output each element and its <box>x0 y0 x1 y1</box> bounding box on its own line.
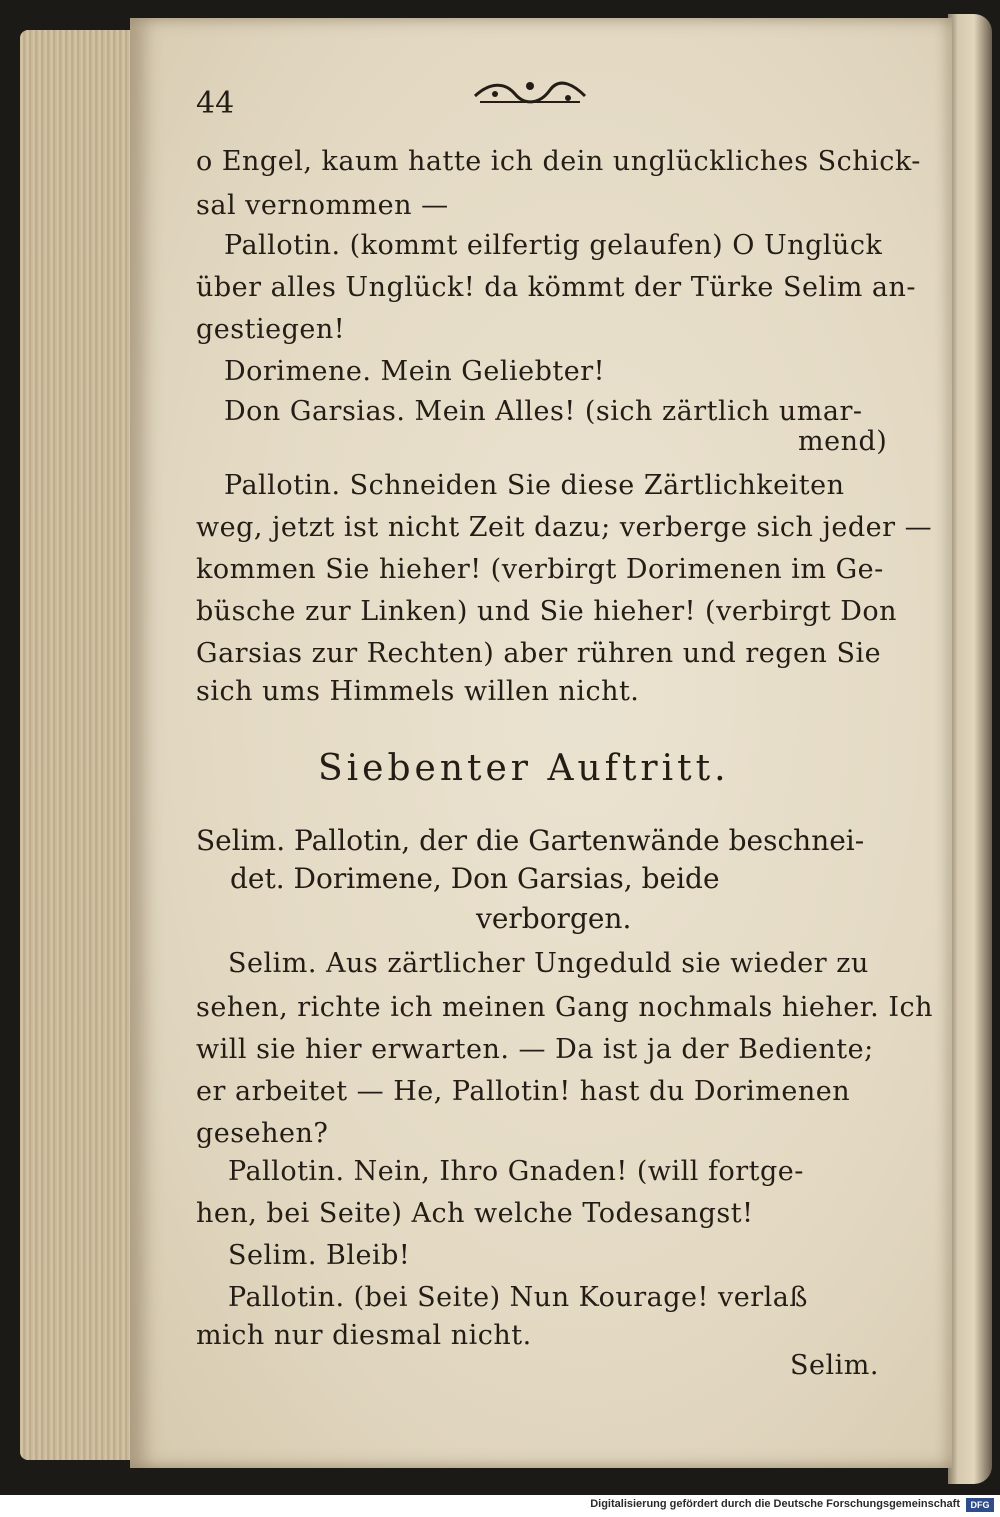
text-line: über alles Unglück! da kömmt der Türke Selim an- <box>196 272 917 303</box>
text-line: Don Garsias. Mein Alles! (sich zärtlich umar- <box>224 396 863 427</box>
text-line: Selim. Aus zärtlicher Ungeduld sie wieder zu <box>228 948 869 979</box>
page-number: 44 <box>196 86 235 121</box>
text-line: will sie hier erwarten. — Da ist ja der Bediente; <box>196 1034 874 1065</box>
text-line: büsche zur Linken) und Sie hieher! (verbirgt Don <box>196 596 898 627</box>
text-line: sehen, richte ich meinen Gang nochmals hieher. Ich <box>196 992 934 1023</box>
footer-bar <box>0 1495 1000 1517</box>
book-edge-left <box>20 30 140 1460</box>
text-line: sich ums Himmels willen nicht. <box>196 676 640 707</box>
text-line: Selim. Bleib! <box>228 1240 411 1271</box>
scene-heading: Siebenter Auftritt. <box>318 748 730 789</box>
text-line: weg, jetzt ist nicht Zeit dazu; verberge sich jeder — <box>196 512 933 543</box>
book-edge-right <box>948 14 992 1484</box>
catchword: Selim. <box>790 1350 879 1381</box>
text-line: Pallotin. Nein, Ihro Gnaden! (will fortge- <box>228 1156 804 1187</box>
text-line: Pallotin. (kommt eilfertig gelaufen) O Unglück <box>224 230 883 261</box>
dfg-logo-icon: DFG <box>966 1498 994 1512</box>
text-line: Garsias zur Rechten) aber rühren und regen Sie <box>196 638 882 669</box>
text-line: o Engel, kaum hatte ich dein unglückliches Schick- <box>196 146 921 177</box>
text-line: sal vernommen — <box>196 190 449 221</box>
text-line: Pallotin. Schneiden Sie diese Zärtlichkeiten <box>224 470 845 501</box>
text-line: gestiegen! <box>196 314 346 345</box>
text-line: Pallotin. (bei Seite) Nun Kourage! verlaß <box>228 1282 808 1313</box>
text-line: mend) <box>798 426 888 457</box>
funding-notice: Digitalisierung gefördert durch die Deutsche Forschungsgemeinschaft <box>590 1498 960 1510</box>
text-line: mich nur diesmal nicht. <box>196 1320 532 1351</box>
text-line: gesehen? <box>196 1118 329 1149</box>
text-line: hen, bei Seite) Ach welche Todesangst! <box>196 1198 754 1229</box>
cast-line: verborgen. <box>476 902 632 935</box>
text-line: Dorimene. Mein Geliebter! <box>224 356 605 387</box>
cast-line: Selim. Pallotin, der die Gartenwände beschnei- <box>196 824 865 857</box>
text-line: er arbeitet — He, Pallotin! hast du Dorimenen <box>196 1076 851 1107</box>
text-line: kommen Sie hieher! (verbirgt Dorimenen im Ge- <box>196 554 884 585</box>
cast-line: det. Dorimene, Don Garsias, beide <box>230 862 720 895</box>
ornament-icon <box>470 72 590 112</box>
